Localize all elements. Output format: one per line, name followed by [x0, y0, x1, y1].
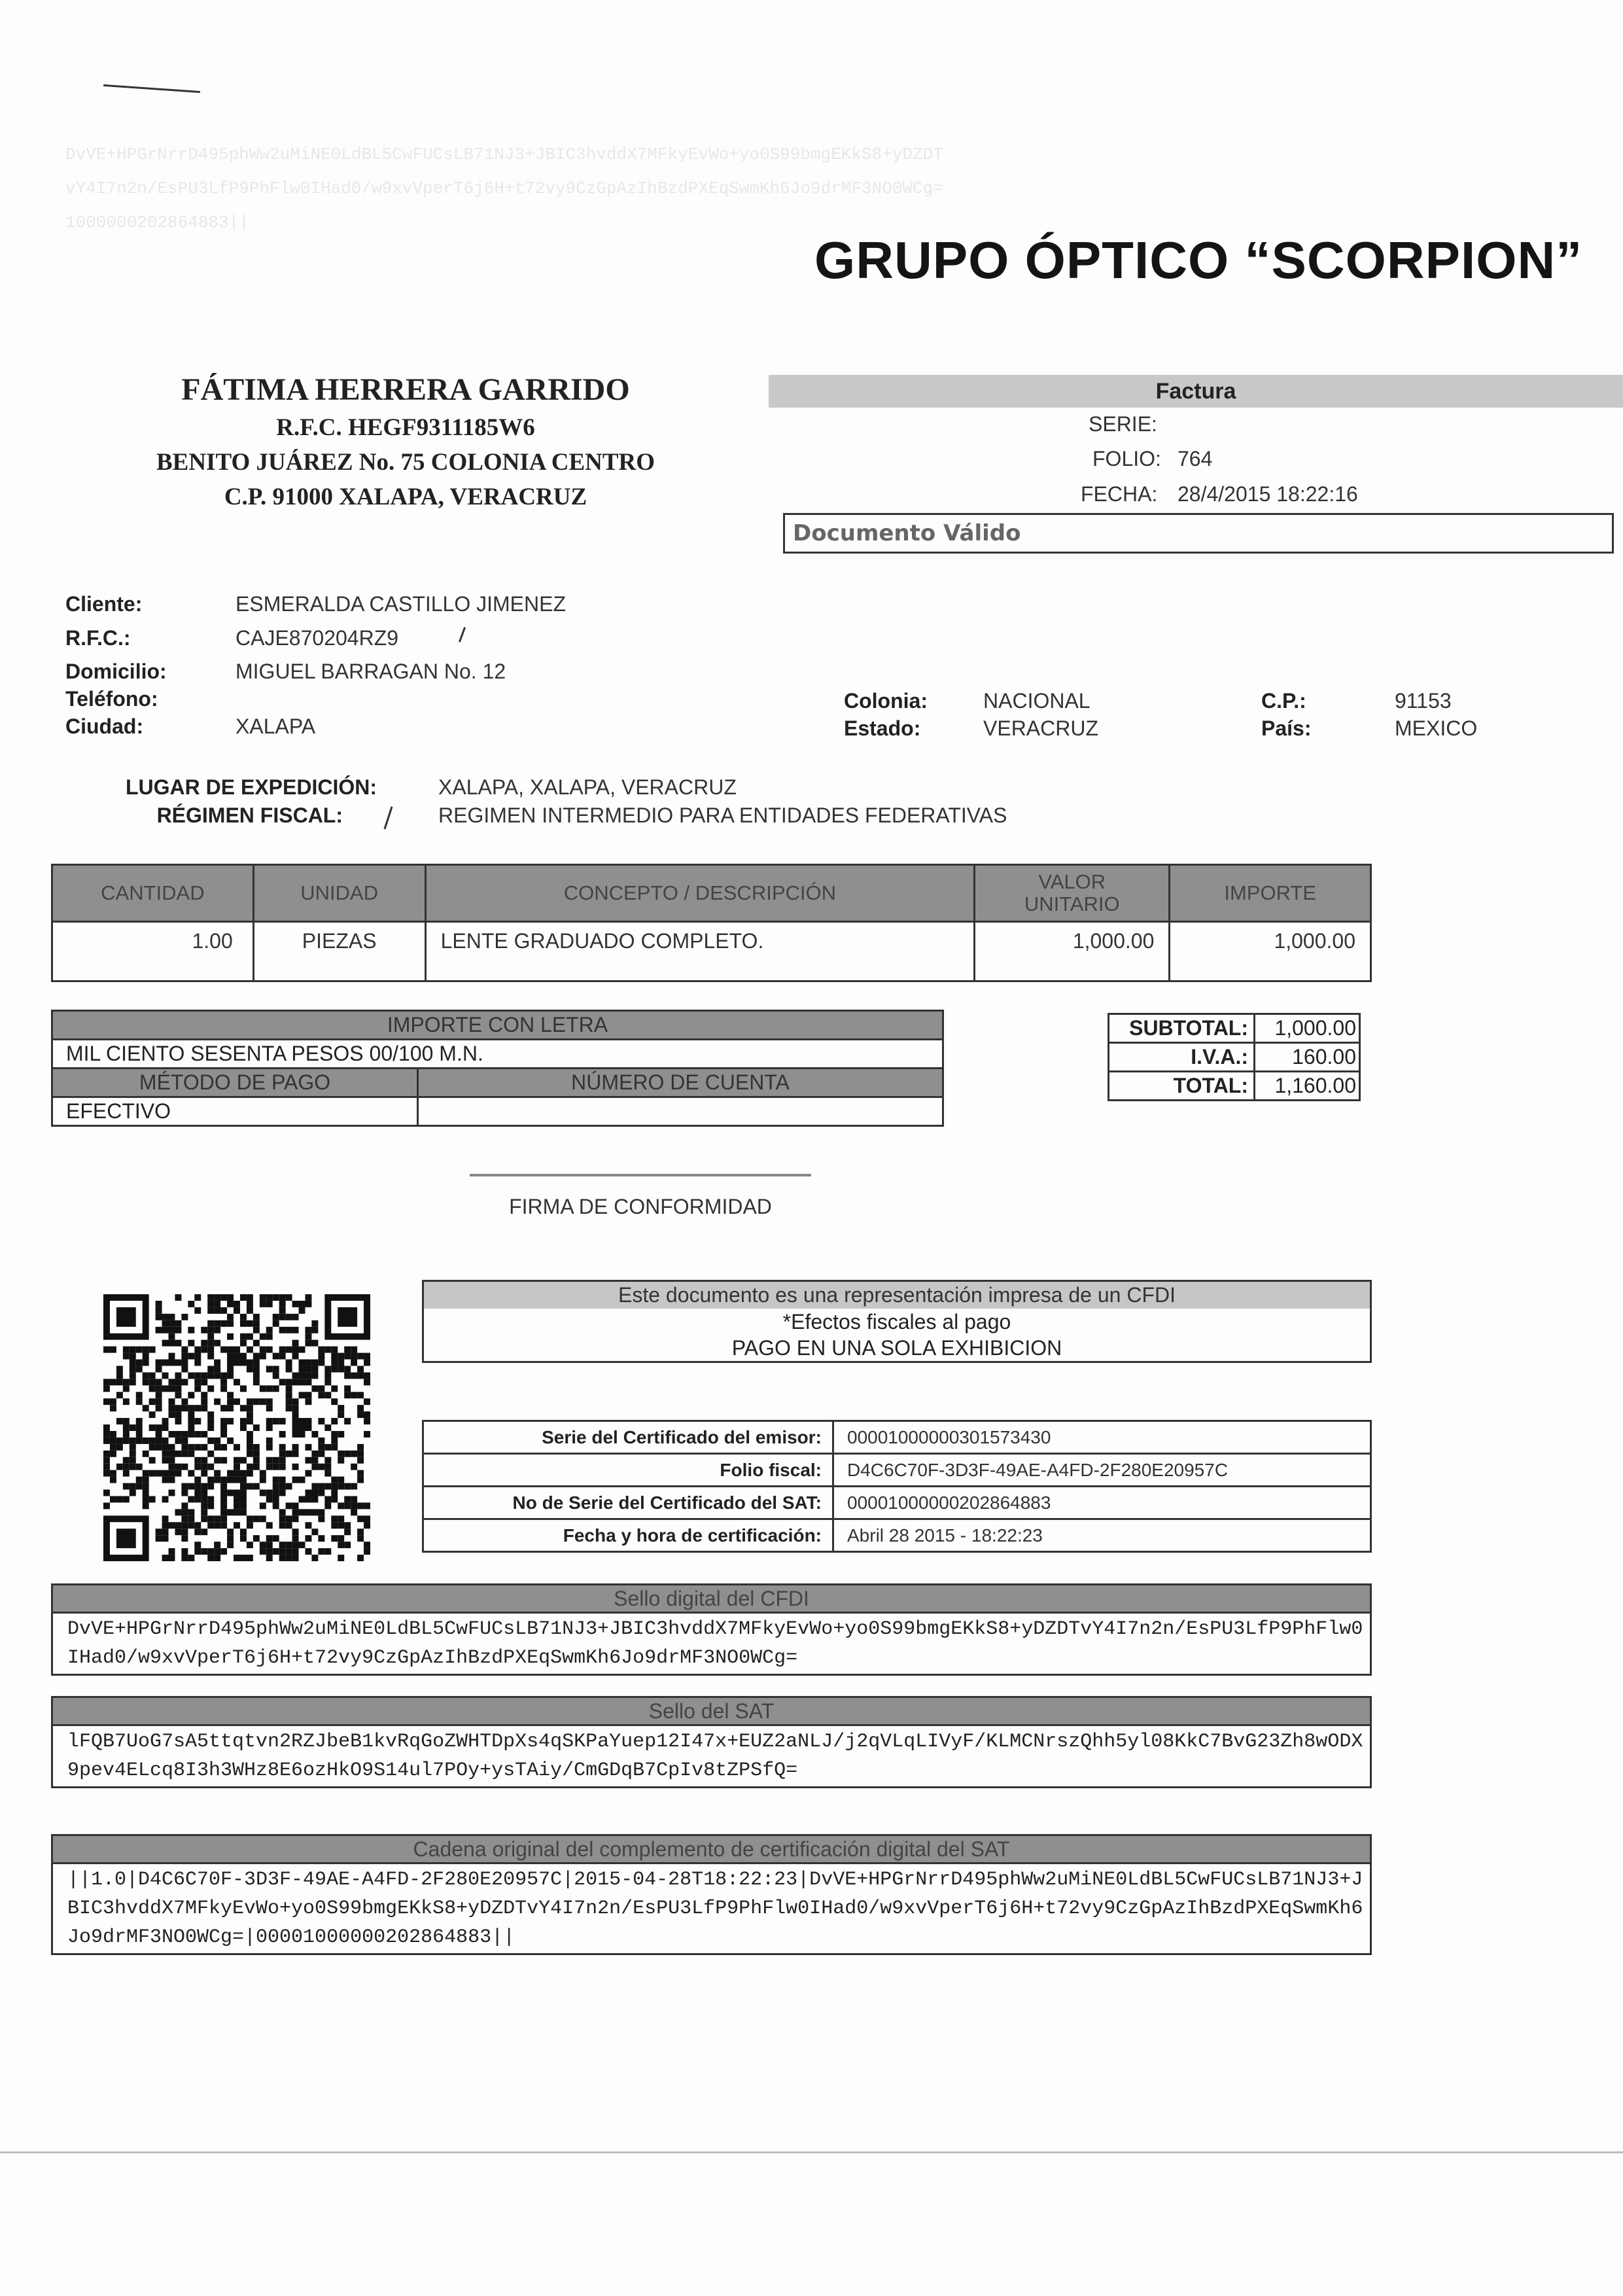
colonia-label: Colonia:: [844, 689, 928, 713]
regimen-fiscal-label: RÉGIMEN FISCAL:: [156, 804, 343, 827]
importe-letra-value: MIL CIENTO SESENTA PESOS 00/100 M.N.: [52, 1040, 943, 1069]
cfdi-notice-heading: Este documento es una representación impresa de un CFDI: [424, 1282, 1370, 1309]
cadena-original-title: Cadena original del complemento de certificación digital del SAT: [53, 1836, 1370, 1864]
regimen-fiscal-value: REGIMEN INTERMEDIO PARA ENTIDADES FEDERATIVAS: [438, 804, 1007, 827]
items-table: [51, 864, 1372, 982]
serie-label: SERIE:: [1089, 412, 1157, 436]
table-row: [423, 1487, 1371, 1519]
issuer-block: [105, 370, 707, 514]
sello-sat-title: Sello del SAT: [53, 1698, 1370, 1726]
subtotal-label: SUBTOTAL:: [1109, 1014, 1255, 1043]
estado-value: VERACRUZ: [983, 716, 1099, 740]
col-valor-unitario-label: VALOR UNITARIO: [1024, 870, 1120, 915]
issuer-name: FÁTIMA HERRERA GARRIDO: [181, 372, 630, 407]
subtotal-value: 1,000.00: [1255, 1014, 1360, 1043]
folio-fiscal-value: D4C6C70F-3D3F-49AE-A4FD-2F280E20957C: [833, 1454, 1371, 1487]
sello-sat-text: lFQB7UoG7sA5ttqtvn2RZJbeB1kvRqGoZWHTDpXs4qSKPaYuep12I47x+EUZ2aNLJ/j2qVLqLIVyF/KLMCNrszQhh5yl08KkC7BvG23Zh8wODX9pev4ELcq8I3h3WHz8E6ozHkO9S14ul7POy+ysTAiy/CmGDqB7CpIv8tZPSfQ=: [67, 1731, 1363, 1782]
signature-line: [470, 1174, 811, 1176]
sello-cfdi-text: DvVE+HPGrNrrD495phWw2uMiNE0LdBL5CwFUCsLB71NJ3+JBIC3hvddX7MFkyEvWo+yo0S99bmgEKkS8+yDZDTvY4I7n2n/EsPU3LfP9PhFlw0IHad0/w9xvVperT6j6H+t72vy9CzGpAzIhBzdPXEqSwmKh6Jo9drMF3NO0WCg=: [67, 1618, 1363, 1669]
colonia-value: NACIONAL: [983, 689, 1091, 713]
table-row: [423, 1421, 1371, 1454]
cadena-original-text: ||1.0|D4C6C70F-3D3F-49AE-A4FD-2F280E20957C|2015-04-28T18:22:23|DvVE+HPGrNrrD495phWw2uMiNE0LdBL5CwFUCsLB71NJ3+JBIC3hvddX7MFkyEvWo+yo0S99bmgEKkS8+yDZDTvY4I7n2n/EsPU3LfP9PhFlw0IHad0/w9xvVperT6j6H+t72vy9CzGpAzIhBzdPXEqSwmKh6Jo9drMF3NO0WCg=|00001000000202864883||: [67, 1869, 1363, 1949]
cfdi-notice-line-2: PAGO EN UNA SOLA EXHIBICION: [731, 1336, 1062, 1360]
metodo-pago-value: EFECTIVO: [52, 1097, 418, 1126]
fecha-label: FECHA:: [1081, 482, 1158, 506]
fecha-value: 28/4/2015 18:22:16: [1178, 482, 1358, 506]
total-value: 1,160.00: [1255, 1072, 1360, 1101]
table-row: [423, 1454, 1371, 1487]
table-row: [52, 922, 1371, 981]
cert-fecha-value: Abril 28 2015 - 18:22:23: [833, 1519, 1371, 1552]
document-status-box: Documento Válido: [783, 513, 1614, 554]
domicilio-label: Domicilio:: [65, 660, 167, 683]
domicilio-value: MIGUEL BARRAGAN No. 12: [236, 660, 506, 683]
total-label: TOTAL:: [1109, 1072, 1255, 1101]
cert-emisor-value: 00001000000301573430: [833, 1421, 1371, 1454]
estado-label: Estado:: [844, 716, 921, 740]
cfdi-notice-line-1: *Efectos fiscales al pago: [782, 1310, 1011, 1333]
issuer-address: BENITO JUÁREZ No. 75 COLONIA CENTRO: [156, 449, 655, 476]
col-cantidad: CANTIDAD: [52, 865, 254, 922]
signature-caption: FIRMA DE CONFORMIDAD: [509, 1195, 772, 1218]
col-importe: IMPORTE: [1170, 865, 1371, 922]
col-unidad: UNIDAD: [253, 865, 425, 922]
cadena-original-block: [51, 1834, 1372, 1955]
folio-fiscal-label: Folio fiscal:: [423, 1454, 833, 1487]
scan-scratch-mark: [103, 84, 200, 93]
table-row: [423, 1519, 1371, 1552]
items-header-row: [52, 865, 1371, 922]
cell-valor-unitario: 1,000.00: [975, 922, 1170, 981]
cell-cantidad: 1.00: [52, 922, 254, 981]
cert-sat-value: 00001000000202864883: [833, 1487, 1371, 1519]
pais-label: País:: [1261, 716, 1312, 740]
scan-edge-line: [0, 2151, 1623, 2153]
cert-emisor-label: Serie del Certificado del emisor:: [423, 1421, 833, 1454]
rfc-label: R.F.C.:: [65, 626, 131, 650]
metodo-pago-header: MÉTODO DE PAGO: [52, 1069, 418, 1097]
cell-concepto: LENTE GRADUADO COMPLETO.: [425, 922, 975, 981]
folio-label: FOLIO:: [1092, 447, 1161, 470]
iva-value: 160.00: [1255, 1043, 1360, 1072]
sello-cfdi-title: Sello digital del CFDI: [53, 1585, 1370, 1614]
pen-mark: [459, 627, 466, 643]
qr-code-image: [103, 1294, 370, 1561]
sello-sat-block: [51, 1696, 1372, 1788]
company-brand-title: GRUPO ÓPTICO “SCORPION”: [814, 231, 1583, 289]
ciudad-value: XALAPA: [236, 715, 316, 738]
cell-importe: 1,000.00: [1170, 922, 1371, 981]
cliente-label: Cliente:: [65, 592, 143, 616]
lugar-expedicion-label: LUGAR DE EXPEDICIÓN:: [125, 775, 377, 799]
cp-value: 91153: [1395, 689, 1452, 713]
document-type-bar: Factura: [769, 375, 1623, 408]
certification-table: [422, 1420, 1372, 1553]
cell-unidad: PIEZAS: [253, 922, 425, 981]
col-concepto: CONCEPTO / DESCRIPCIÓN: [425, 865, 975, 922]
bleed-through-text: DvVE+HPGrNrrD495phWw2uMiNE0LdBL5CwFUCsLB71NJ3+JBIC3hvddX7MFkyEvWo+yo0S99bmgEKkS8+yDZDT vY4I7n2n/EsPU3LfP9PhFlw0IHad0/w9xvVperT6j6H+t72vy9CzGpAzIhBzdPXEqSwmKh6Jo9drMF3NO0WCg= 1000000202864883||: [65, 145, 943, 232]
cfdi-notice-box: [422, 1280, 1372, 1363]
cert-sat-label: No de Serie del Certificado del SAT:: [423, 1487, 833, 1519]
importe-letra-header: IMPORTE CON LETRA: [52, 1011, 943, 1040]
numero-cuenta-header: NÚMERO DE CUENTA: [418, 1069, 943, 1097]
pais-value: MEXICO: [1395, 716, 1478, 740]
folio-value: 764: [1178, 447, 1213, 470]
cliente-value: ESMERALDA CASTILLO JIMENEZ: [236, 592, 567, 616]
rfc-value: CAJE870204RZ9: [236, 626, 399, 650]
issuer-rfc: R.F.C. HEGF9311185W6: [276, 414, 535, 441]
totals-table: [1108, 1013, 1361, 1101]
col-valor-unitario: [975, 865, 1170, 922]
ciudad-label: Ciudad:: [65, 715, 144, 738]
cert-fecha-label: Fecha y hora de certificación:: [423, 1519, 833, 1552]
pen-mark: [384, 806, 393, 829]
cp-label: C.P.:: [1261, 689, 1306, 713]
amount-payment-table: [51, 1010, 944, 1127]
lugar-expedicion-value: XALAPA, XALAPA, VERACRUZ: [438, 775, 737, 799]
telefono-label: Teléfono:: [65, 687, 158, 711]
numero-cuenta-value: [418, 1097, 943, 1126]
issuer-city: C.P. 91000 XALAPA, VERACRUZ: [224, 484, 587, 510]
iva-label: I.V.A.:: [1109, 1043, 1255, 1072]
sello-cfdi-block: [51, 1583, 1372, 1676]
